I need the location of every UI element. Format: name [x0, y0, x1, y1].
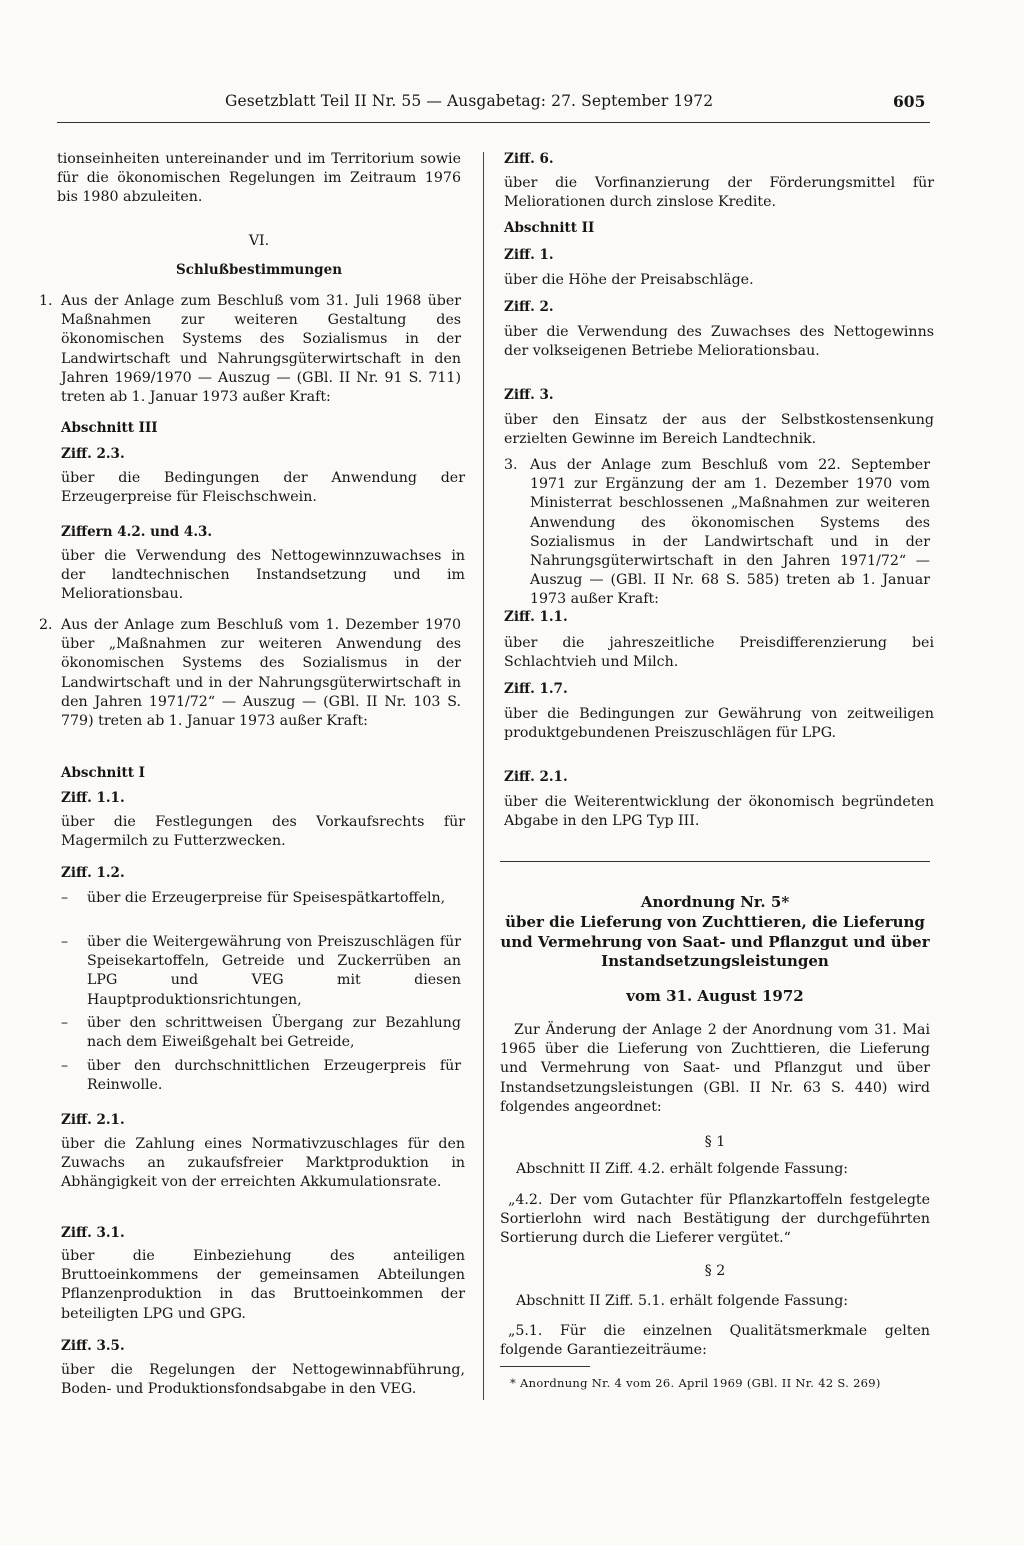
dash-item-3-text: über den schrittweisen Übergang zur Bezahlung nach dem Eiweißgehalt bei Getreide, [87, 1015, 461, 1051]
ziff-1-1-text: über die Festlegungen des Vorkaufsrechts für Magermilch zu Futterzwecken. [61, 814, 465, 850]
paragraph-2-text: „5.1. Für die einzelnen Qualitätsmerkmale gelten folgende Garantiezeiträume: [500, 1323, 930, 1359]
ziff-2-3-text: über die Bedingungen der Anwendung der Erzeugerpreise für Fleischschwein. [61, 470, 465, 506]
ziff-2-text: über die Verwendung des Zuwachses des Nettogewinns der volkseigenen Betriebe Meliorationsbau. [504, 324, 934, 360]
ziff-3-5-text: über die Regelungen der Nettogewinnabführung, Boden- und Produktionsfondsabgabe in den VEG. [61, 1362, 465, 1398]
ziffern-4-2-label: Ziffern 4.2. und 4.3. [61, 524, 213, 540]
ziff-1-2-label: Ziff. 1.2. [61, 865, 125, 881]
paragraph-1-heading: § 1 [704, 1134, 726, 1150]
ziffern-4-2-text: über die Verwendung des Nettogewinnzuwachses in der landtechnischen Instandsetzung und im Meliorationsbau. [61, 548, 465, 603]
paragraph-2-heading: § 2 [704, 1263, 726, 1279]
r-ziff-1-7-label: Ziff. 1.7. [504, 681, 568, 697]
ziff-6-label: Ziff. 6. [504, 151, 554, 167]
ziff-3-text: über den Einsatz der aus der Selbstkostensenkung erzielten Gewinne im Bereich Landtechnik. [504, 412, 934, 448]
column-divider [483, 152, 484, 1400]
dash-mark: – [61, 1058, 69, 1074]
dash-mark: – [61, 890, 69, 906]
ordinance-date: vom 31. August 1972 [626, 987, 804, 1005]
dash-item-4 [57, 1057, 461, 1095]
dash-item-1-text: über die Erzeugerpreise für Speisespätkartoffeln, [87, 890, 446, 906]
dash-item-2-text: über die Weitergewährung von Preiszuschlägen für Speisekartoffeln, Getreide und Zuckerrüben an LPG und VEG mit diesen Hauptproduktionsrichtungen, [87, 934, 461, 1008]
ziff-6-text: über die Vorfinanzierung der Förderungsmittel für Meliorationen durch zinslose Kredite. [504, 175, 934, 211]
dash-item-1 [57, 889, 461, 908]
header-title: Gesetzblatt Teil II Nr. 55 — Ausgabetag: 27. September 1972 [225, 92, 714, 110]
footnote-rule [500, 1366, 590, 1367]
ziff-3-1-label: Ziff. 3.1. [61, 1225, 125, 1241]
ordinance-title: über die Lieferung von Zuchttieren, die Lieferung und Vermehrung von Saat- und Pflanzgut und über Instandsetzungsleistungen [500, 913, 930, 970]
footnote: * Anordnung Nr. 4 vom 26. April 1969 (GBl. II Nr. 42 S. 269) [510, 1376, 881, 1390]
ziff-3-label: Ziff. 3. [504, 387, 554, 403]
r-ziff-1-1-text: über die jahreszeitliche Preisdifferenzierung bei Schlachtvieh und Milch. [504, 635, 934, 671]
ziff-1-label: Ziff. 1. [504, 247, 554, 263]
ziff-2-label: Ziff. 2. [504, 299, 554, 315]
ordinance-intro: Zur Änderung der Anlage 2 der Anordnung vom 31. Mai 1965 über die Lieferung von Zuchttieren, die Lieferung und Vermehrung von Saat- und Pflanzgut und über Instandsetzungsleistungen (GBl. II Nr. 63 S. 440) wird folgendes angeordnet: [500, 1022, 930, 1115]
ziff-1-text: über die Höhe der Preisabschläge. [504, 272, 754, 288]
item-2 [39, 616, 461, 731]
ziff-2-3-label: Ziff. 2.3. [61, 446, 125, 462]
item-1-number: 1. [39, 293, 53, 309]
left-column [39, 0, 465, 1545]
item-2-number: 2. [39, 617, 53, 633]
page-number: 605 [893, 92, 926, 111]
ordinance-title-number: Anordnung Nr. 5* [640, 893, 790, 911]
r-ziff-1-1-label: Ziff. 1.1. [504, 609, 568, 625]
item-1-text: Aus der Anlage zum Beschluß vom 31. Juli 1968 über Maßnahmen zur weiteren Gestaltung des ökonomischen Systems des Sozialismus in der Landwirtschaft und Nahrungsgüterwirtschaft in den Jahren 1969/1970 — Auszug — (GBl. II Nr. 91 S. 711) treten ab 1. Januar 1973 außer Kraft: [61, 293, 461, 406]
r-ziff-2-1-label: Ziff. 2.1. [504, 769, 568, 785]
abschnitt-2-heading: Abschnitt II [504, 220, 595, 236]
paragraph-1-lead: Abschnitt II Ziff. 4.2. erhält folgende Fassung: [516, 1161, 849, 1177]
paragraph-2-lead: Abschnitt II Ziff. 5.1. erhält folgende Fassung: [516, 1293, 849, 1309]
section-number: VI. [248, 233, 270, 249]
r-ziff-2-1-text: über die Weiterentwicklung der ökonomisch begründeten Abgabe in den LPG Typ III. [504, 794, 934, 830]
ziff-2-1-text: über die Zahlung eines Normativzuschlages für den Zuwachs an zukaufsfreier Marktproduktion in Abhängigkeit von der erreichten Akkumulationsrate. [61, 1136, 465, 1191]
item-1 [39, 292, 461, 407]
dash-item-4-text: über den durchschnittlichen Erzeugerpreis für Reinwolle. [87, 1058, 461, 1094]
ordinance-block [500, 0, 930, 1545]
paragraph-1-text: „4.2. Der vom Gutachter für Pflanzkartoffeln festgelegte Sortierlohn wird nach Bestätigung der durchgeführten Sortierung durch die Lieferer vergütet.“ [500, 1192, 930, 1247]
ziff-1-1-label: Ziff. 1.1. [61, 790, 125, 806]
dash-mark: – [61, 934, 69, 950]
ziff-3-1-text: über die Einbeziehung des anteiligen Bruttoeinkommens der gemeinsamen Abteilungen Pflanzenproduktion in das Bruttoeinkommen der beteiligten LPG und GPG. [61, 1248, 465, 1322]
ziff-2-1-label: Ziff. 2.1. [61, 1112, 125, 1128]
item-2-text: Aus der Anlage zum Beschluß vom 1. Dezember 1970 über „Maßnahmen zur weiteren Anwendung des ökonomischen Systems des Sozialismus in der Landwirtschaft und in der Nahrungsgüterwirtschaft in den Jahren 1971/72“ — Auszug — (GBl. II Nr. 103 S. 779) treten ab 1. Januar 1973 außer Kraft: [61, 617, 461, 730]
dash-mark: – [61, 1015, 69, 1031]
abschnitt-1-heading: Abschnitt I [61, 765, 145, 781]
dash-item-2 [57, 933, 461, 1010]
section-title: Schlußbestimmungen [175, 262, 343, 278]
ziff-3-5-label: Ziff. 3.5. [61, 1338, 125, 1354]
r-ziff-1-7-text: über die Bedingungen zur Gewährung von zeitweiligen produktgebundenen Preiszuschlägen für LPG. [504, 706, 934, 742]
abschnitt-3-heading: Abschnitt III [61, 420, 158, 436]
dash-item-3 [57, 1014, 461, 1052]
intro-paragraph: tionseinheiten untereinander und im Territorium sowie für die ökonomischen Regelungen im Zeitraum 1976 bis 1980 abzuleiten. [57, 151, 461, 206]
item-3-text: Aus der Anlage zum Beschluß vom 22. September 1971 zur Ergänzung der am 1. Dezember 1970 vom Ministerrat beschlossenen „Maßnahmen zur weiteren Anwendung des ökonomischen Systems des Sozialismus in der Landwirtschaft und in der Nahrungsgüterwirtschaft in den Jahren 1971/72“ — Auszug — (GBl. II Nr. 68 S. 585) treten ab 1. Januar 1973 außer Kraft: [530, 457, 930, 608]
item-3-number: 3. [504, 457, 518, 473]
